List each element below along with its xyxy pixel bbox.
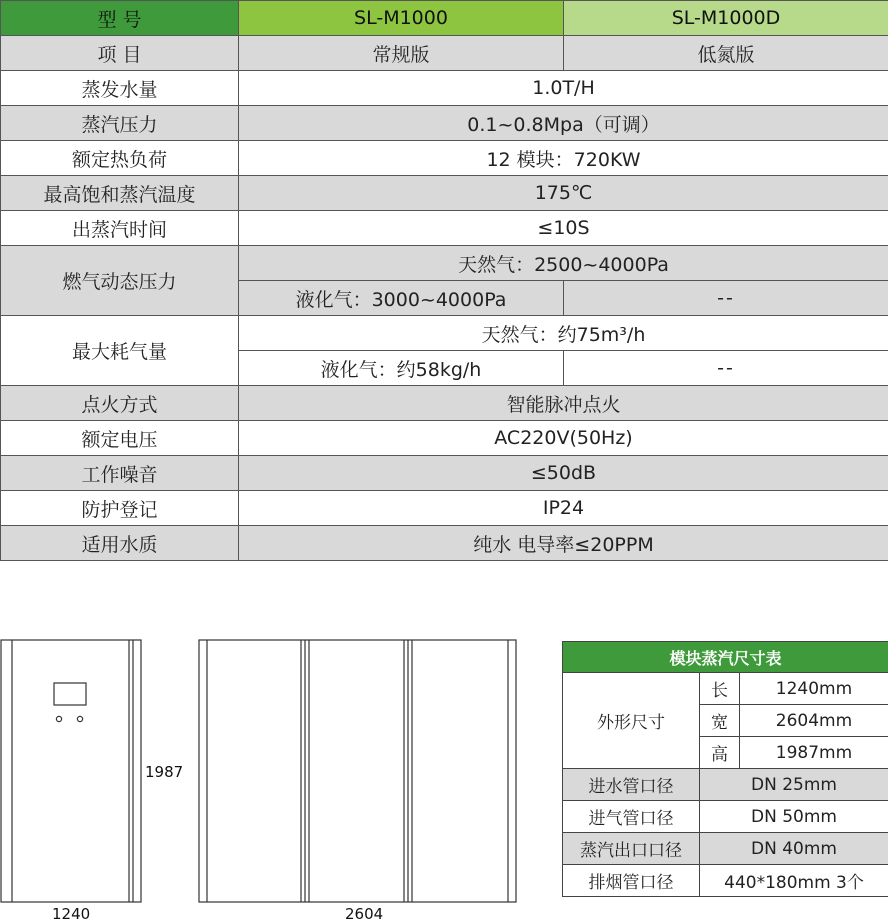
gas-pressure-row	[1, 246, 888, 281]
heat-load-label: 额定热负荷	[1, 141, 239, 176]
model-row	[1, 1, 888, 36]
voltage-label: 额定电压	[1, 421, 239, 456]
unit-outline	[0, 620, 540, 922]
item-row	[1, 36, 888, 71]
protection-value: IP24	[239, 491, 888, 526]
evaporation-value: 1.0T/H	[239, 71, 888, 106]
ignition-row	[1, 386, 888, 421]
steam-time-row	[1, 211, 888, 246]
size-table-title: 模块蒸汽尺寸表	[563, 642, 888, 673]
steam-time-label: 出蒸汽时间	[1, 211, 239, 246]
gas-consumption-row	[1, 316, 888, 351]
water-value: 纯水 电导率≤20PPM	[239, 526, 888, 561]
length-value: 1240mm	[740, 673, 888, 705]
ignition-value: 智能脉冲点火	[239, 386, 888, 421]
item-a: 常规版	[239, 36, 564, 71]
item-label: 项 目	[1, 36, 239, 71]
gas-pressure-lpg-b: --	[564, 281, 888, 316]
steam-pressure-label: 蒸汽压力	[1, 106, 239, 141]
gas-pressure-label: 燃气动态压力	[1, 246, 239, 316]
max-temp-value: 175℃	[239, 176, 888, 211]
outer-size-label: 外形尺寸	[563, 673, 700, 769]
heat-load-value: 12 模块：720KW	[239, 141, 888, 176]
voltage-row	[1, 421, 888, 456]
gas-inlet-value: DN 50mm	[700, 801, 888, 833]
gas-consumption-natural: 天然气：约75m³/h	[239, 316, 888, 351]
steam-time-value: ≤10S	[239, 211, 888, 246]
front-width-dimension: 1240	[52, 905, 90, 923]
model-a: SL-M1000	[239, 1, 564, 36]
steam-pressure-value: 0.1~0.8Mpa（可调）	[239, 106, 888, 141]
item-b: 低氮版	[564, 36, 888, 71]
indicator-light	[56, 716, 61, 721]
max-temp-label: 最高饱和蒸汽温度	[1, 176, 239, 211]
side-width-dimension: 2604	[345, 905, 383, 923]
max-temp-row	[1, 176, 888, 211]
steam-outlet-value: DN 40mm	[700, 833, 888, 865]
gas-pressure-natural: 天然气：2500~4000Pa	[239, 246, 888, 281]
indicator-light	[77, 716, 82, 721]
size-table	[562, 641, 888, 897]
heat-load-row	[1, 141, 888, 176]
noise-label: 工作噪音	[1, 456, 239, 491]
water-inlet-value: DN 25mm	[700, 769, 888, 801]
model-b: SL-M1000D	[564, 1, 888, 36]
flue-value: 440*180mm 3个	[700, 865, 888, 897]
noise-value: ≤50dB	[239, 456, 888, 491]
side-body	[199, 640, 516, 902]
length-label: 长	[700, 673, 740, 705]
model-label: 型 号	[1, 1, 239, 36]
width-label: 宽	[700, 705, 740, 737]
gas-consumption-lpg: 液化气：约58kg/h	[239, 351, 564, 386]
flue-label: 排烟管口径	[563, 865, 700, 897]
water-inlet-label: 进水管口径	[563, 769, 700, 801]
unit-drawing	[0, 620, 540, 922]
width-value: 2604mm	[740, 705, 888, 737]
water-row	[1, 526, 888, 561]
side-view	[199, 640, 516, 902]
evaporation-label: 蒸发水量	[1, 71, 239, 106]
protection-label: 防护登记	[1, 491, 239, 526]
front-body	[1, 640, 141, 902]
front-view	[1, 640, 141, 902]
height-dimension: 1987	[145, 763, 183, 781]
gas-pressure-lpg: 液化气：3000~4000Pa	[239, 281, 564, 316]
noise-row	[1, 456, 888, 491]
voltage-value: AC220V(50Hz)	[239, 421, 888, 456]
water-label: 适用水质	[1, 526, 239, 561]
protection-row	[1, 491, 888, 526]
gas-consumption-label: 最大耗气量	[1, 316, 239, 386]
ignition-label: 点火方式	[1, 386, 239, 421]
evaporation-row	[1, 71, 888, 106]
control-panel	[54, 683, 86, 705]
gas-consumption-lpg-b: --	[564, 351, 888, 386]
steam-pressure-row	[1, 106, 888, 141]
height-value: 1987mm	[740, 737, 888, 769]
height-label: 高	[700, 737, 740, 769]
gas-inlet-label: 进气管口径	[563, 801, 700, 833]
steam-outlet-label: 蒸汽出口口径	[563, 833, 700, 865]
